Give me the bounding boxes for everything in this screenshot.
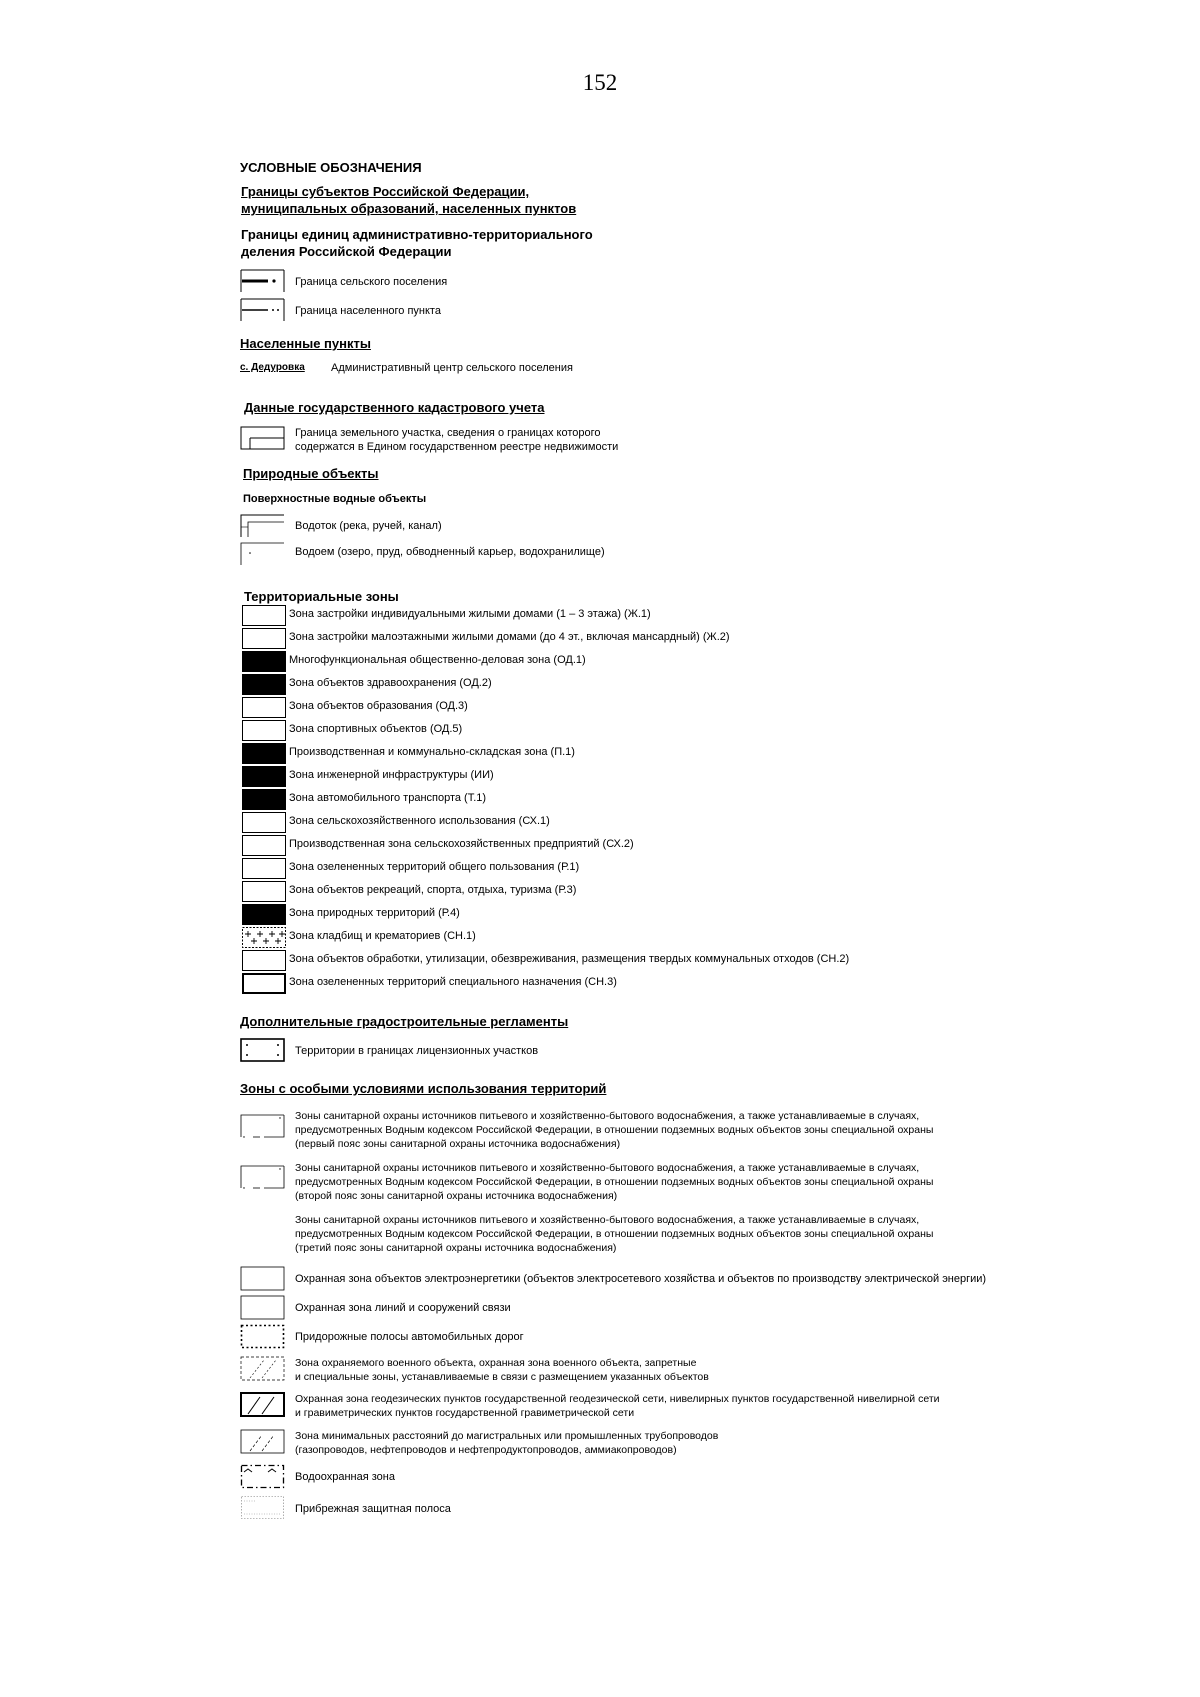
- section-regulations-title: Дополнительные градостроительные регламенты: [240, 1014, 569, 1029]
- settlement-border-symbol: [240, 297, 286, 323]
- water-sanitary-zone-2-line3: (второй пояс зоны санитарной охраны источника водоснабжения): [295, 1190, 618, 1202]
- zone-swatch: [242, 743, 286, 764]
- watercourse-label: Водоток (река, ручей, канал): [295, 520, 442, 532]
- zone-label: Зона инженерной инфраструктуры (ИИ): [289, 769, 494, 781]
- zone-label: Зона озелененных территорий специального назначения (СН.3): [289, 976, 617, 988]
- geodesy-zone-label: [295, 1392, 940, 1420]
- zone-label: Зона объектов обработки, утилизации, обезвреживания, размещения твердых коммунальных отходов (СН.2): [289, 953, 850, 965]
- military-zone-line1: Зона охраняемого военного объекта, охранная зона военного объекта, запретные: [295, 1357, 697, 1369]
- land-plot-description-line2: содержатся в Едином государственном реестре недвижимости: [295, 441, 619, 453]
- land-plot-border-symbol: [240, 425, 286, 451]
- water-sanitary-zone-3-line2: предусмотренных Водным кодексом Российской Федерации, в отношении подземных водных объектов зоны специальной охраны: [295, 1228, 934, 1240]
- section-borders-subtitle-line2: деления Российской Федерации: [241, 244, 452, 259]
- water-sanitary-zone-2-line1: Зоны санитарной охраны источников питьевого и хозяйственно-бытового водоснабжения, а также устанавливаемые в случаях,: [295, 1162, 920, 1174]
- pipeline-zone-symbol: [240, 1429, 286, 1455]
- pipeline-zone-line1: Зона минимальных расстояний до магистральных или промышленных трубопроводов: [295, 1430, 719, 1442]
- land-plot-description: [295, 426, 618, 454]
- section-borders-title: [241, 183, 576, 217]
- section-borders-title-line1: Границы субъектов Российской Федерации,: [241, 184, 530, 199]
- water-protection-zone-label: Водоохранная зона: [295, 1471, 395, 1483]
- zone-label: Зона сельскохозяйственного использования (СХ.1): [289, 815, 550, 827]
- communication-zone-symbol: [240, 1295, 286, 1321]
- water-protection-zone-symbol: [240, 1464, 286, 1490]
- zone-swatch: [242, 628, 286, 649]
- water-sanitary-zone-2-line2: предусмотренных Водным кодексом Российской Федерации, в отношении подземных водных объектов зоны специальной охраны: [295, 1176, 934, 1188]
- zone-swatch: [242, 858, 286, 879]
- zone-swatch: [242, 720, 286, 741]
- water-sanitary-zone-1-line2: предусмотренных Водным кодексом Российской Федерации, в отношении подземных водных объектов зоны специальной охраны: [295, 1124, 934, 1136]
- roadside-strip-label: Придорожные полосы автомобильных дорог: [295, 1331, 524, 1343]
- zone-label: Зона кладбищ и крематориев (СН.1): [289, 930, 476, 942]
- zone-label: Зона спортивных объектов (ОД.5): [289, 723, 463, 735]
- settlement-sample-label: с. Дедуровка: [240, 362, 305, 373]
- water-sanitary-zone-1-label: [295, 1109, 933, 1151]
- zone-label: Многофункциональная общественно-деловая зона (ОД.1): [289, 654, 586, 666]
- section-settlements-title: Населенные пункты: [240, 336, 371, 351]
- zone-swatch: [242, 835, 286, 856]
- section-zones-title: Территориальные зоны: [244, 589, 399, 604]
- zone-label: Зона застройки малоэтажными жилыми домами (до 4 эт., включая мансардный) (Ж.2): [289, 631, 730, 643]
- zone-swatch: [242, 812, 286, 833]
- geodesy-zone-line2: и гравиметрических пунктов государственной гравиметрической сети: [295, 1407, 635, 1419]
- page-number: 152: [582, 70, 618, 95]
- zone-swatch: [242, 674, 286, 695]
- zone-swatch: [242, 697, 286, 718]
- zone-label: Зона объектов здравоохранения (ОД.2): [289, 677, 492, 689]
- military-zone-symbol: [240, 1356, 286, 1382]
- zone-swatch: [242, 950, 286, 971]
- water-sanitary-zone-1-line1: Зоны санитарной охраны источников питьевого и хозяйственно-бытового водоснабжения, а также устанавливаемые в случаях,: [295, 1110, 920, 1122]
- roadside-strip-symbol: [240, 1324, 286, 1350]
- coastal-strip-label: Прибрежная защитная полоса: [295, 1503, 451, 1515]
- land-plot-description-line1: Граница земельного участка, сведения о границах которого: [295, 427, 601, 439]
- geodesy-zone-line1: Охранная зона геодезических пунктов государственной геодезической сети, нивелирных пунктов государственной нивелирной сети: [295, 1393, 940, 1405]
- zone-label: Зона природных территорий (Р.4): [289, 907, 460, 919]
- rural-settlement-border-label: Граница сельского поселения: [295, 276, 448, 288]
- zone-swatch: [242, 881, 286, 902]
- power-zone-label: Охранная зона объектов электроэнергетики (объектов электросетевого хозяйства и объектов по производству электрической энергии): [295, 1273, 987, 1285]
- military-zone-line2: и специальные зоны, устанавливаемые в связи с размещением указанных объектов: [295, 1371, 709, 1383]
- zone-label: Производственная и коммунально-складская зона (П.1): [289, 746, 575, 758]
- license-area-label: Территории в границах лицензионных участков: [295, 1045, 539, 1057]
- water-sanitary-zone-1-line3: (первый пояс зоны санитарной охраны источника водоснабжения): [295, 1138, 621, 1150]
- water-body-label: Водоем (озеро, пруд, обводненный карьер, водохранилище): [295, 546, 605, 558]
- zone-label: Производственная зона сельскохозяйственных предприятий (СХ.2): [289, 838, 634, 850]
- zone-swatch: [242, 789, 286, 810]
- water-sanitary-zone-2-label: [295, 1161, 933, 1203]
- zone-label: Зона автомобильного транспорта (Т.1): [289, 792, 487, 804]
- communication-zone-label: Охранная зона линий и сооружений связи: [295, 1302, 511, 1314]
- legend-title: УСЛОВНЫЕ ОБОЗНАЧЕНИЯ: [240, 160, 422, 175]
- water-sanitary-zone-3-line3: (третий пояс зоны санитарной охраны источника водоснабжения): [295, 1242, 617, 1254]
- zone-swatch: [242, 651, 286, 672]
- section-cadastre-title: Данные государственного кадастрового учета: [244, 400, 545, 415]
- military-zone-label: [295, 1356, 709, 1384]
- zone-label: Зона застройки индивидуальными жилыми домами (1 – 3 этажа) (Ж.1): [289, 608, 651, 620]
- coastal-strip-symbol: [240, 1495, 286, 1521]
- water-sanitary-zone-3-line1: Зоны санитарной охраны источников питьевого и хозяйственно-бытового водоснабжения, а также устанавливаемые в случаях,: [295, 1214, 920, 1226]
- water-sanitary-zone-3-label: [295, 1213, 933, 1255]
- zone-swatch: [242, 766, 286, 787]
- section-borders-subtitle: [241, 226, 593, 260]
- geodesy-zone-symbol: [240, 1392, 286, 1418]
- zone-swatch: [242, 904, 286, 925]
- admin-center-description: Административный центр сельского поселения: [331, 362, 573, 374]
- pipeline-zone-line2: (газопроводов, нефтепроводов и нефтепродуктопроводов, аммиакопроводов): [295, 1444, 677, 1456]
- water-sanitary-zone-2-symbol: [240, 1163, 286, 1191]
- watercourse-symbol: [240, 513, 286, 539]
- water-body-symbol: [240, 541, 286, 567]
- zone-swatch: [242, 973, 286, 994]
- cemetery-swatch: [242, 927, 286, 948]
- zone-label: Зона объектов образования (ОД.3): [289, 700, 468, 712]
- zone-label: Зона объектов рекреаций, спорта, отдыха, туризма (Р.3): [289, 884, 577, 896]
- license-area-symbol: [240, 1037, 286, 1063]
- section-nature-title: Природные объекты: [243, 466, 379, 481]
- power-zone-symbol: [240, 1266, 286, 1292]
- zone-label: Зона озелененных территорий общего пользования (Р.1): [289, 861, 580, 873]
- zone-swatch: [242, 605, 286, 626]
- pipeline-zone-label: [295, 1429, 718, 1457]
- rural-settlement-border-symbol: [240, 268, 286, 294]
- section-borders-subtitle-line1: Границы единиц административно-территориального: [241, 227, 593, 242]
- settlement-border-label: Граница населенного пункта: [295, 305, 441, 317]
- section-borders-title-line2: муниципальных образований, населенных пунктов: [241, 201, 577, 216]
- surface-water-subtitle: Поверхностные водные объекты: [243, 493, 427, 505]
- section-special-title: Зоны с особыми условиями использования территорий: [240, 1081, 607, 1096]
- water-sanitary-zone-1-symbol: [240, 1112, 286, 1140]
